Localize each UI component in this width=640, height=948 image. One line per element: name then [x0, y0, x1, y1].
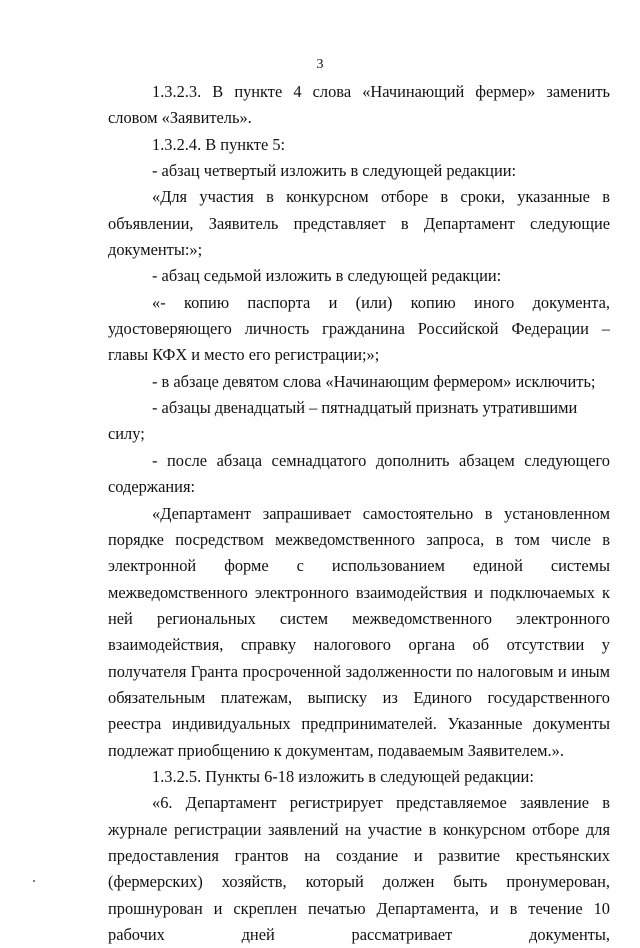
paragraph-quote-passport: «- копию паспорта и (или) копию иного документа, удостоверяющего личность гражданина Российской Федерации – главы КФХ и место его регистрации;»; — [108, 292, 610, 365]
document-body — [108, 79, 610, 948]
scan-speck — [33, 880, 35, 882]
paragraph-item-7th: - абзац седьмой изложить в следующей редакции: — [152, 266, 502, 286]
paragraph-quote-department-request: «Департамент запрашивает самостоятельно в установленном порядке посредством межведомственного запроса, в том числе в электронной форме с использованием единой системы межведомственного электронного взаимодействия и подключаемых к ней региональных систем межведомственного электронного взаимодействия, справку налогового органа об отсутствии у получателя Гранта просроченной задолженности по налоговым и иным обязательным платежам, выписку из Единого государственного реестра индивидуальных предпринимателей. Указанные документы подлежат приобщению к документам, подаваемым Заявителем.». — [108, 503, 610, 760]
paragraph-1-3-2-3: 1.3.2.3. В пункте 4 слова «Начинающий фермер» заменить словом «Заявитель». — [108, 82, 610, 128]
paragraph-quote-point-6: «6. Департамент регистрирует представляемое заявление в журнале регистрации заявлений на участие в конкурсном отборе для предоставления грантов на создание и развитие крестьянских (фермерских) хозяйств, который должен быть пронумерован, прошнурован и скреплен печатью Департамента, и в течение 10 рабочих дней рассматривает документы, — [108, 793, 610, 944]
paragraph-quote-participation: «Для участия в конкурсном отборе в сроки, указанные в объявлении, Заявитель представляет в Департамент следующие документы:»; — [108, 187, 610, 260]
paragraph-after-17th: - после абзаца семнадцатого дополнить абзацем следующего содержания: — [108, 450, 610, 497]
paragraph-item-4th: - абзац четвертый изложить в следующей редакции: — [152, 161, 517, 181]
paragraph-1-3-2-4: 1.3.2.4. В пункте 5: — [152, 134, 286, 154]
paragraph-items-12-15: - абзацы двенадцатый – пятнадцатый признать утратившими силу; — [108, 398, 578, 444]
paragraph-item-9th: - в абзаце девятом слова «Начинающим фермером» исключить; — [152, 371, 596, 391]
page-number: 3 — [316, 57, 324, 72]
paragraph-1-3-2-5: 1.3.2.5. Пункты 6-18 изложить в следующей редакции: — [152, 766, 534, 786]
